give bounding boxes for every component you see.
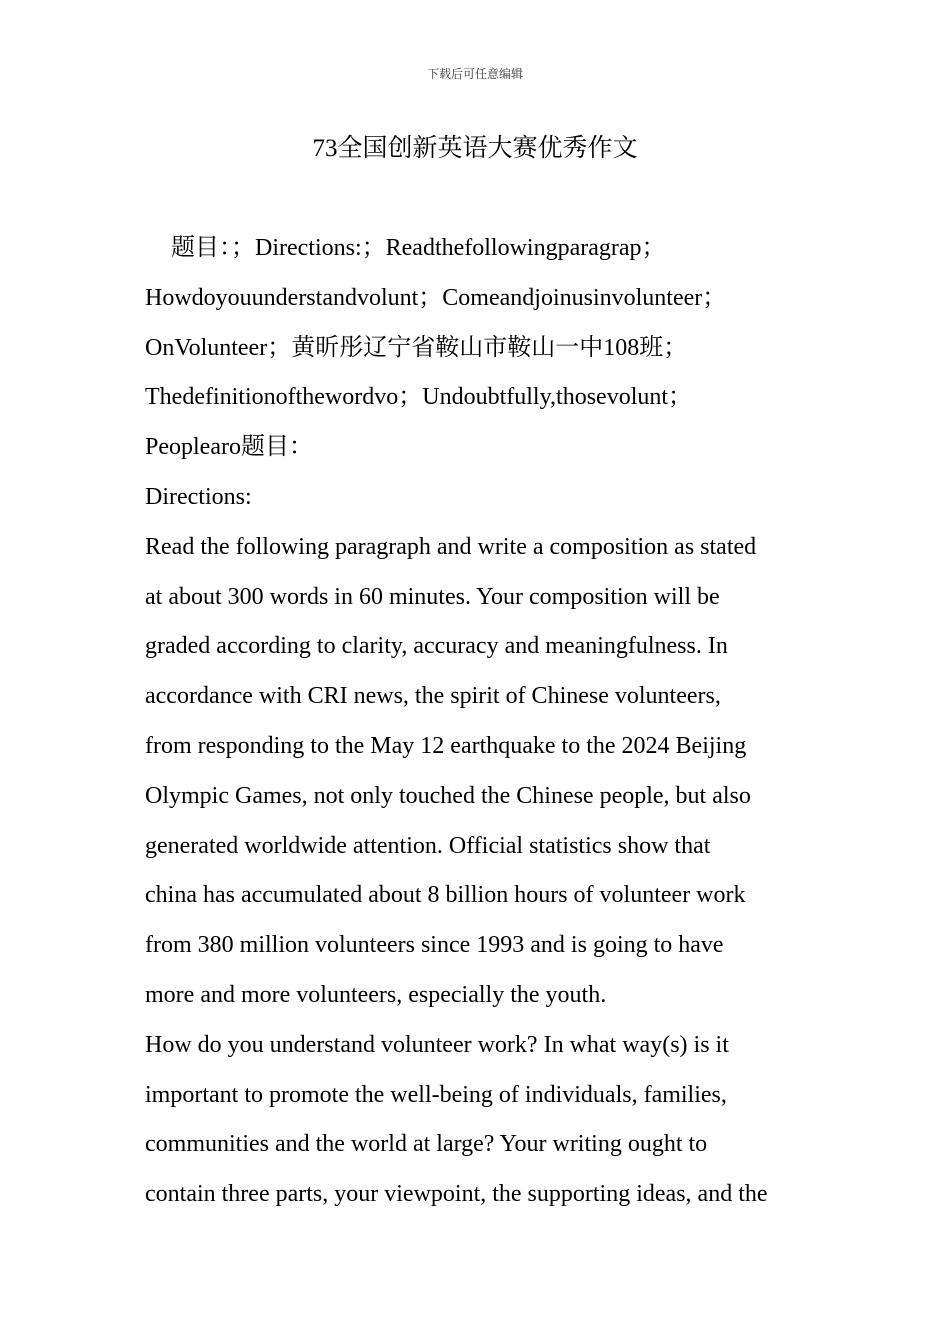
body-line: OnVolunteer；黄昕彤辽宁省鞍山市鞍山一中108班；: [145, 334, 688, 361]
body-line: Read the following paragraph and write a composition as stated: [145, 533, 757, 560]
body-line: generated worldwide attention. Official statistics show that: [145, 832, 711, 859]
body-line: graded according to clarity, accuracy and meaningfulness. In: [145, 633, 728, 660]
body-line: Peoplearo题目：: [145, 434, 313, 461]
body-line: How do you understand volunteer work? In what way(s) is it: [145, 1031, 729, 1058]
body-line: from 380 million volunteers since 1993 and is going to have: [145, 932, 724, 959]
body-line: important to promote the well-being of individuals, families,: [145, 1081, 727, 1108]
body-line: contain three parts, your viewpoint, the supporting ideas, and the: [145, 1181, 768, 1208]
body-line: communities and the world at large? Your writing ought to: [145, 1131, 708, 1158]
body-line: Olympic Games, not only touched the Chinese people, but also: [145, 782, 751, 809]
body-line: more and more volunteers, especially the youth.: [145, 981, 607, 1008]
document-title: 73全国创新英语大赛优秀作文: [312, 135, 638, 162]
body-line: Howdoyouunderstandvolunt；Comeandjoinusinvolunteer；: [145, 284, 727, 311]
document-body: [145, 224, 815, 1220]
body-line: china has accumulated about 8 billion hours of volunteer work: [145, 882, 746, 909]
body-line: Directions:: [145, 483, 252, 510]
body-line: from responding to the May 12 earthquake to the 2024 Beijing: [145, 732, 747, 759]
body-line: at about 300 words in 60 minutes. Your composition will be: [145, 583, 720, 610]
body-line: Thedefinitionofthewordvo；Undoubtfully,thosevolunt；: [145, 384, 693, 411]
header-note: 下载后可任意编辑: [426, 67, 523, 81]
body-line: 题目：；Directions:；Readthefollowingparagrap；: [171, 235, 666, 261]
body-line: accordance with CRI news, the spirit of Chinese volunteers,: [145, 683, 721, 710]
